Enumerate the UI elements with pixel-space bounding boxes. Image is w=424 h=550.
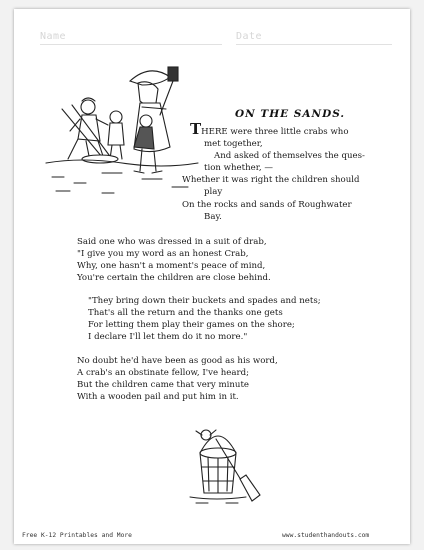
- stanza-1-line: And asked of themselves the ques-: [214, 151, 365, 162]
- date-label: Date: [236, 31, 263, 42]
- stanza-4-line: With a wooden pail and put him in it.: [77, 392, 239, 403]
- stanza-2-line: "I give you my word as an honest Crab,: [77, 249, 249, 260]
- stanza-2: [77, 236, 271, 284]
- stanza-2-line: Said one who was dressed in a suit of drab,: [77, 237, 267, 247]
- date-line: [236, 44, 392, 45]
- stanza-4-line: No doubt he'd have been as good as his word,: [77, 356, 278, 366]
- worksheet-page: [14, 9, 410, 544]
- stanza-1-line: Bay.: [204, 211, 222, 222]
- footer-website: www.studenthandouts.com: [282, 532, 370, 539]
- drop-cap: T: [190, 120, 202, 138]
- stanza-1-first-line: HERE were three little crabs who: [201, 127, 349, 137]
- stanza-4: [77, 355, 278, 403]
- stanza-1-line: [190, 120, 365, 138]
- stanza-1-line: Whether it was right the children should: [182, 175, 360, 186]
- stanza-4-line: But the children came that very minute: [77, 380, 249, 391]
- name-line: [40, 44, 222, 45]
- stanza-1-line: met together,: [204, 139, 263, 150]
- poem-title: ON THE SANDS.: [235, 108, 346, 120]
- stanza-4-line: A crab's an obstinate fellow, I've heard;: [77, 368, 250, 379]
- stanza-1-line: play: [204, 187, 223, 198]
- stanza-1-line: On the rocks and sands of Roughwater: [182, 199, 352, 210]
- stanza-2-line: Why, one hasn't a moment's peace of mind,: [77, 261, 266, 272]
- stanza-3-line: That's all the return and the thanks one gets: [88, 308, 283, 319]
- stanza-3-line: "They bring down their buckets and spades and nets;: [88, 296, 321, 306]
- footer-tagline: Free K-12 Printables and More: [22, 532, 132, 539]
- stanza-2-line: You're certain the children are close behind.: [77, 273, 271, 284]
- stanza-1-line: tion whether, —: [204, 163, 273, 174]
- stanza-3-line: I declare I'll let them do it no more.": [88, 332, 248, 343]
- stanza-3-line: For letting them play their games on the shore;: [88, 320, 295, 331]
- name-label: Name: [40, 31, 67, 42]
- stanza-1: [182, 120, 365, 223]
- children-on-beach-illustration: [42, 59, 200, 201]
- stanza-3: [88, 295, 321, 343]
- pail-and-spade-illustration: [186, 409, 266, 505]
